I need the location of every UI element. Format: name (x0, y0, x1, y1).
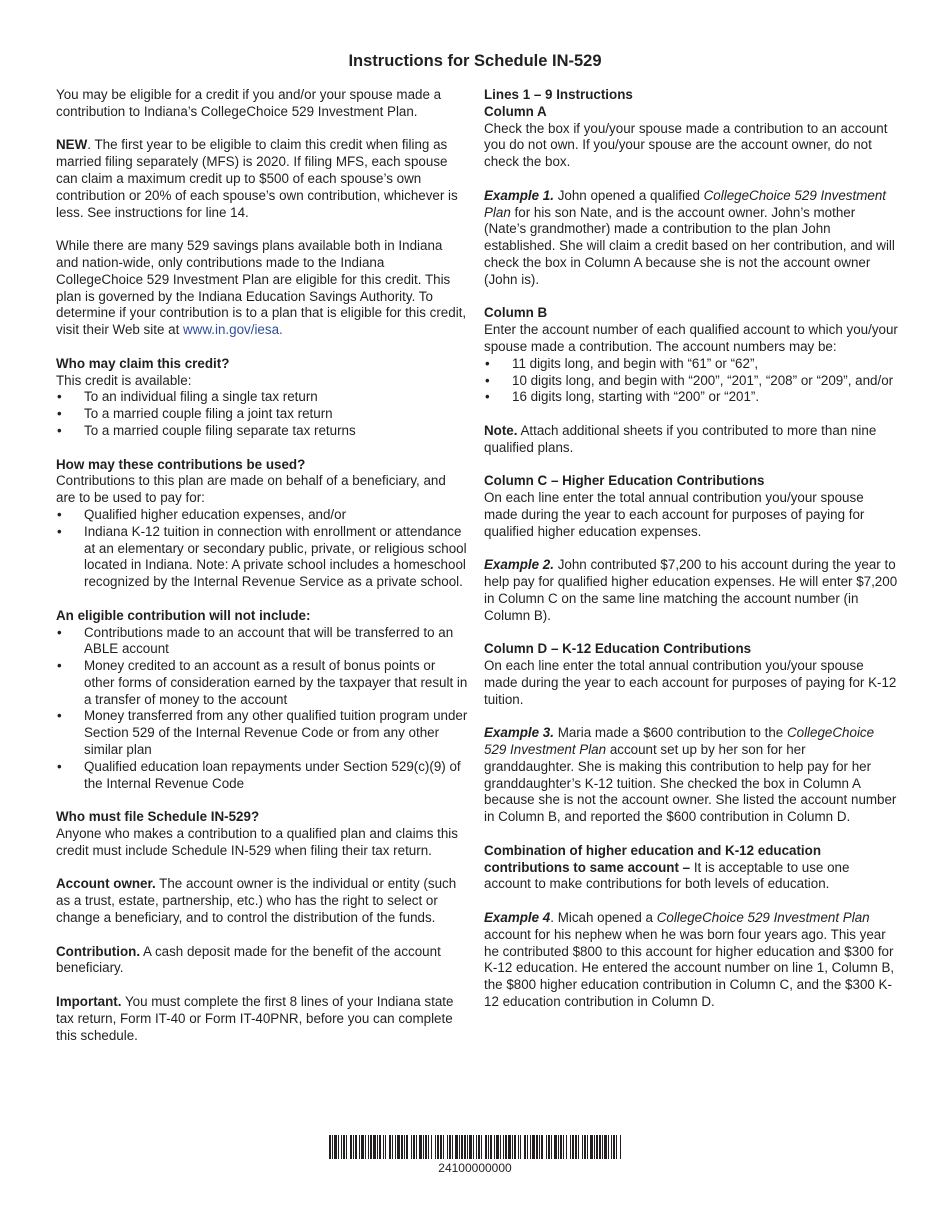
barcode-bar (334, 1135, 337, 1159)
barcode-bar (554, 1135, 557, 1159)
right-column (484, 87, 898, 1028)
barcode-bar (578, 1135, 579, 1159)
barcode-bar (406, 1135, 408, 1159)
barcode-bar (373, 1135, 376, 1159)
list-item: • 16 digits long, starting with “200” or “201”. (484, 389, 898, 406)
example-1-plan-name: CollegeChoice 529 Investment Plan (484, 187, 886, 220)
barcode-bar (584, 1135, 586, 1159)
barcode-bar (485, 1135, 487, 1159)
list-item: • To an individual filing a single tax return (56, 389, 468, 406)
barcode-bar (443, 1135, 444, 1159)
barcode-bar (428, 1135, 429, 1159)
column-b-heading: Column B (484, 305, 548, 321)
contribution-paragraph (56, 944, 468, 978)
barcode-bar (469, 1135, 472, 1159)
barcode-bar (350, 1135, 352, 1159)
example-1-label: Example 1. (484, 187, 554, 203)
barcode-bar (508, 1135, 511, 1159)
list-item: • Qualified higher education expenses, and/or (56, 507, 468, 524)
barcode-bar (416, 1135, 417, 1159)
barcode-bar (558, 1135, 559, 1159)
barcode-bar (532, 1135, 535, 1159)
list-item: • Money credited to an account as a result of bonus points or other forms of consideration earned by the taxpayer that result in a transfer of money to the account (56, 658, 468, 708)
barcode-bar (423, 1135, 424, 1159)
barcode-bar (541, 1135, 543, 1159)
example-4-text: . Micah opened a (550, 910, 657, 926)
barcode-bar (620, 1135, 621, 1159)
example-3-text: Maria made a $600 contribution to the (553, 725, 787, 741)
barcode-bar (452, 1135, 453, 1159)
barcode-bar (496, 1135, 499, 1159)
barcode-bar (490, 1135, 492, 1159)
account-owner-paragraph (56, 876, 468, 926)
barcode-bar (411, 1135, 412, 1159)
barcode-bar (464, 1135, 466, 1159)
column-a-heading: Column A (484, 103, 547, 119)
barcode-bar (404, 1135, 405, 1159)
barcode-bar (401, 1135, 403, 1159)
important-paragraph (56, 994, 468, 1044)
left-column (56, 87, 468, 1061)
barcode-bar (520, 1135, 521, 1159)
barcode-bar (435, 1135, 436, 1159)
barcode-bar (425, 1135, 427, 1159)
barcode-bar (572, 1135, 574, 1159)
barcode-number: 24100000000 (438, 1161, 512, 1175)
barcode-bar (582, 1135, 583, 1159)
list-item: • Contributions made to an account that will be transferred to an ABLE account (56, 625, 468, 659)
example-4-plan-name: CollegeChoice 529 Investment Plan (656, 910, 870, 926)
barcode-bar (512, 1135, 513, 1159)
barcode-bar (616, 1135, 617, 1159)
iesa-link[interactable]: www.in.gov/iesa. (183, 322, 283, 338)
list-item: • Qualified education loan repayments under Section 529(c)(9) of the Internal Revenue Code (56, 759, 468, 793)
barcode-bar (587, 1135, 588, 1159)
example-1-paragraph (484, 188, 898, 289)
barcode-bar (355, 1135, 357, 1159)
barcode-bar (599, 1135, 601, 1159)
barcode-bar (419, 1135, 422, 1159)
barcode-bar (379, 1135, 381, 1159)
example-3-paragraph (484, 725, 898, 826)
list-item: • 11 digits long, and begin with “61” or “62”, (484, 356, 898, 373)
new-paragraph (56, 137, 468, 221)
example-2-text: John contributed $7,200 to his account during the year to help pay for qualified higher education expenses. He will enter $7,200 in Column C on the same line matching the account number (in Column B). (484, 557, 898, 623)
barcode-bar (500, 1135, 501, 1159)
intro-paragraph: You may be eligible for a credit if you and/or your spouse made a contribution to Indiana’s CollegeChoice 529 Investment Plan. (56, 87, 442, 119)
barcode-bar (518, 1135, 519, 1159)
barcode-bar (353, 1135, 354, 1159)
who-claim-heading: Who may claim this credit? (56, 355, 230, 371)
barcode-bar (494, 1135, 495, 1159)
barcode-bar (447, 1135, 448, 1159)
barcode-bar (570, 1135, 571, 1159)
barcode-bar (548, 1135, 550, 1159)
combination-paragraph (484, 843, 898, 893)
who-file-heading: Who must file Schedule IN-529? (56, 809, 260, 825)
column-c-heading: Column C – Higher Education Contributions (484, 473, 765, 489)
barcode-bar (437, 1135, 439, 1159)
barcode-bar (449, 1135, 451, 1159)
barcode-bar (332, 1135, 333, 1159)
barcode-bar (488, 1135, 489, 1159)
column-d-heading: Column D – K-12 Education Contributions (484, 641, 752, 657)
barcode-bar (473, 1135, 474, 1159)
barcode-bar (467, 1135, 468, 1159)
important-text: You must complete the first 8 lines of your Indiana state tax return, Form IT-40 or Form IT-40PNR, before you can complete this schedule. (56, 994, 454, 1043)
barcode-bar (596, 1135, 598, 1159)
barcode-bar (524, 1135, 526, 1159)
who-file-text: Anyone who makes a contribution to a qualified plan and claims this credit must include Schedule IN-529 when filing their tax return. (56, 826, 458, 858)
column-a-text: Check the box if you/your spouse made a contribution to an account you do not own. If you/your spouse are the account owner, do not check the box. (484, 120, 888, 170)
account-number-formats-list (484, 356, 898, 406)
barcode-bar (455, 1135, 458, 1159)
barcode-bar (329, 1135, 331, 1159)
example-3-text-continued: account set up by her son for her granddaughter. She is making this contribution to help pay for her granddaughter’s K-12 tuition. She checked the box in Column A because she is not the account owner. She listed the account number in Column B, and reported the $600 contribution in Column D. (484, 742, 897, 825)
barcode-block (0, 1135, 950, 1175)
barcode-bar (476, 1135, 477, 1159)
note-label: Note. (484, 422, 518, 438)
column-d-text: On each line enter the total annual contribution you/your spouse made during the year to each account for purposes of paying for K-12 tuition. (484, 658, 897, 707)
barcode-bar (431, 1135, 432, 1159)
barcode (329, 1135, 621, 1159)
barcode-bar (385, 1135, 386, 1159)
new-label: NEW (56, 137, 88, 153)
barcode-bar (594, 1135, 595, 1159)
barcode-bar (530, 1135, 531, 1159)
example-3-label: Example 3. (484, 725, 554, 741)
example-1-text: John opened a qualified (553, 187, 704, 203)
barcode-bar (392, 1135, 393, 1159)
barcode-bar (361, 1135, 364, 1159)
barcode-bar (590, 1135, 593, 1159)
barcode-bar (338, 1135, 339, 1159)
barcode-bar (478, 1135, 480, 1159)
page-title: Instructions for Schedule IN-529 (348, 52, 602, 70)
barcode-bar (370, 1135, 372, 1159)
barcode-bar (575, 1135, 577, 1159)
barcode-bar (395, 1135, 396, 1159)
barcode-bar (551, 1135, 552, 1159)
how-used-heading: How may these contributions be used? (56, 456, 306, 472)
barcode-bar (536, 1135, 538, 1159)
how-used-intro: Contributions to this plan are made on behalf of a beneficiary, and are to be used to pay for: (56, 473, 446, 506)
account-owner-label: Account owner. (56, 876, 156, 892)
barcode-bar (440, 1135, 442, 1159)
new-text: . The first year to be eligible to claim this credit when filing as married filing separately (MFS) is 2020. If filing MFS, each spouse can claim a maximum credit up to $500 of each spouse’s own contribution or 20% of each spouse’s own contribution, whichever is less. See instructions for line 14. (56, 137, 458, 220)
note-text: Attach additional sheets if you contributed to more than nine qualified plans. (484, 422, 877, 455)
list-item: • Money transferred from any other qualified tuition program under Section 529 of the Internal Revenue Code or from any other similar plan (56, 708, 468, 758)
barcode-bar (514, 1135, 516, 1159)
combination-label: Combination of higher education and K-12 education contributions to same account – (484, 842, 822, 875)
account-owner-text: The account owner is the individual or entity (such as a trust, estate, partnership, etc.) who has the right to select or change a beneficiary, and to control the distribution of the funds. (56, 876, 457, 926)
barcode-bar (341, 1135, 342, 1159)
contribution-text: A cash deposit made for the benefit of the account beneficiary. (56, 943, 441, 976)
example-2-paragraph (484, 557, 898, 624)
barcode-bar (343, 1135, 345, 1159)
barcode-bar (459, 1135, 460, 1159)
column-b-text: Enter the account number of each qualified account to which you/your spouse made a contribution. The account numbers may be: (484, 322, 898, 354)
barcode-bar (383, 1135, 384, 1159)
example-2-label: Example 2. (484, 557, 554, 573)
list-item: • To a married couple filing separate tax returns (56, 423, 468, 440)
list-item: • To a married couple filing a joint tax return (56, 406, 468, 423)
example-4-paragraph (484, 910, 898, 1011)
barcode-bar (368, 1135, 369, 1159)
barcode-bar (602, 1135, 603, 1159)
combination-text: It is acceptable to use one account to make contributions for both levels of education. (484, 859, 850, 892)
barcode-bar (608, 1135, 609, 1159)
barcode-bar (560, 1135, 562, 1159)
barcode-bar (377, 1135, 378, 1159)
list-item: • 10 digits long, and begin with “200”, “201”, “208” or “209”, and/or (484, 373, 898, 390)
lines-heading: Lines 1 – 9 Instructions (484, 87, 633, 102)
barcode-bar (505, 1135, 507, 1159)
barcode-bar (613, 1135, 615, 1159)
not-include-heading: An eligible contribution will not include: (56, 607, 311, 623)
example-1-text-continued: for his son Nate, and is the account owner. John’s mother (Nate’s grandmother) made a contribution to the plan John established. She will claim a credit based on her contribution, and will check the box in Column A because she is not the account owner (John is). (484, 204, 895, 287)
barcode-bar (461, 1135, 463, 1159)
barcode-bar (611, 1135, 612, 1159)
barcode-bar (604, 1135, 607, 1159)
barcode-bar (346, 1135, 347, 1159)
barcode-bar (539, 1135, 540, 1159)
important-label: Important. (56, 994, 122, 1010)
note-paragraph (484, 423, 898, 457)
list-item: • Indiana K-12 tuition in connection with enrollment or attendance at an elementary or secondary public, private, or religious school located in Indiana. Note: A private school includes a homeschool recognized by the Internal Revenue Service as a private school. (56, 524, 468, 591)
how-used-list (56, 507, 468, 591)
example-3-plan-name: CollegeChoice 529 Investment Plan (484, 725, 875, 758)
barcode-bar (503, 1135, 504, 1159)
who-claim-intro: This credit is available: (56, 372, 192, 388)
barcode-bar (397, 1135, 400, 1159)
barcode-bar (389, 1135, 391, 1159)
barcode-bar (481, 1135, 482, 1159)
example-4-label: Example 4 (484, 910, 551, 926)
barcode-bar (546, 1135, 547, 1159)
barcode-bar (365, 1135, 366, 1159)
who-claim-list (56, 389, 468, 439)
not-include-list (56, 625, 468, 793)
barcode-bar (359, 1135, 360, 1159)
barcode-bar (563, 1135, 564, 1159)
plans-paragraph (56, 238, 468, 339)
plans-text: While there are many 529 savings plans available both in Indiana and nation-wide, only contributions made to the Indiana CollegeChoice 529 Investment Plan are eligible for this credit. This plan is governed by the Indiana Education Savings Authority. To determine if your contribution is to a plan that is eligible for this credit, visit their Web site at (56, 238, 467, 338)
contribution-label: Contribution. (56, 943, 141, 959)
barcode-bar (413, 1135, 415, 1159)
barcode-bar (566, 1135, 567, 1159)
barcode-bar (527, 1135, 528, 1159)
column-c-text: On each line enter the total annual contribution you/your spouse made during the year to each account for purposes of paying for qualified higher education expenses. (484, 490, 865, 539)
example-4-text-continued: account for his nephew when he was born four years ago. This year he contributed $800 to this account for higher education and $300 for K-12 education. He entered the account number on line 1, Column B, the $800 higher education contribution in Column C, and the $300 K-12 education contribution in Column D. (484, 926, 895, 1010)
